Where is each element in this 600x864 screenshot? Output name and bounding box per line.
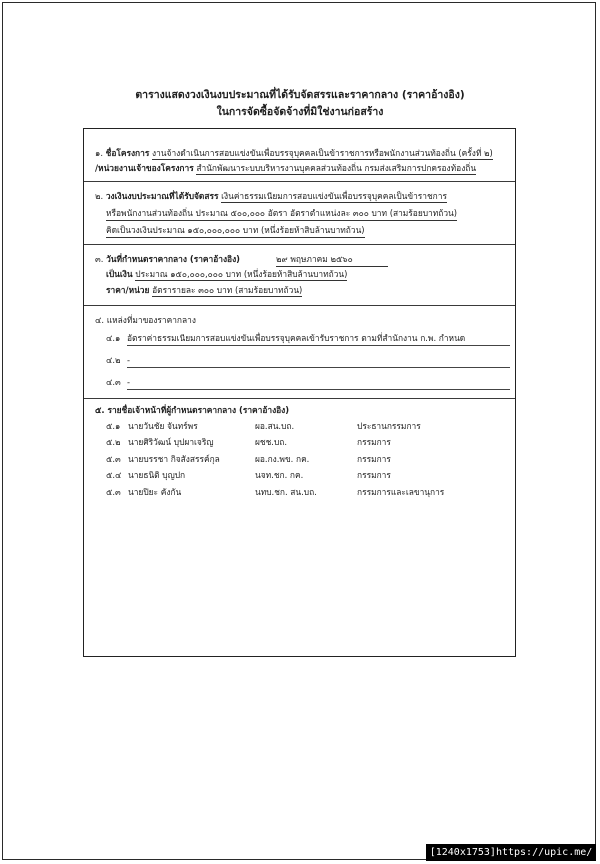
- divider: [84, 305, 515, 306]
- section2-line1: เงินค่าธรรมเนียมการสอบแข่งขันเพื่อบรรจุบุคคลเป็นข้าราชการ: [221, 191, 447, 201]
- member-role: กรรมการและเลขานุการ: [357, 487, 445, 497]
- section5-label: รายชื่อเจ้าหน้าที่ผู้กำหนดราคากลาง (ราคาอ้างอิง): [107, 405, 290, 415]
- member-role: ประธานกรรมการ: [357, 421, 421, 431]
- source-item-text: -: [127, 377, 131, 387]
- section3-date-label-row: [95, 254, 240, 265]
- section3-unit-value: อัตรารายละ ๓๐๐ บาท (สามร้อยบาทถ้วน): [152, 285, 303, 295]
- section2-label: วงเงินงบประมาณที่ได้รับจัดสรร: [105, 191, 219, 201]
- member-number: ๕.๓: [106, 487, 121, 497]
- member-number: ๕.๔: [106, 470, 122, 480]
- section1-project: [95, 148, 493, 159]
- section4-header: [95, 315, 196, 326]
- section2-line2: หรือพนักงานส่วนท้องถิ่น ประมาณ ๕๐๐,๐๐๐ อัตรา อัตราตำแหน่งละ ๓๐๐ บาท (สามร้อยบาทถ้วน): [106, 208, 457, 221]
- member-number: ๕.๒: [106, 437, 121, 447]
- member-name: นายธนิติ บุญปก: [128, 470, 186, 480]
- section1-label: ชื่อโครงการ: [105, 148, 150, 158]
- section3-amount-label: เป็นเงิน: [106, 269, 133, 279]
- source-item-number: ๔.๑: [106, 333, 121, 343]
- member-name: นายบรรชา กิจสังสรรค์กุล: [128, 454, 220, 464]
- section5-number: ๕.: [95, 405, 105, 415]
- member-number: ๕.๑: [106, 421, 121, 431]
- section2-number: ๒.: [95, 191, 104, 201]
- source-item-number: ๔.๓: [106, 377, 121, 387]
- section4-label: แหล่งที่มาของราคากลาง: [106, 315, 196, 325]
- member-position: นทบ.ชก. สน.บถ.: [255, 487, 317, 497]
- section3-date-value: ๒๙ พฤษภาคม ๒๕๖๐: [276, 254, 388, 267]
- source-item-underline: [127, 367, 510, 368]
- section1-value: งานจ้างดำเนินการสอบแข่งขันเพื่อบรรจุบุคคลเป็นข้าราชการหรือพนักงานส่วนท้องถิ่น (ครั้งที่ ๒): [152, 148, 493, 158]
- member-role: กรรมการ: [357, 454, 391, 464]
- divider: [84, 244, 515, 245]
- section1-agency-label: /หน่วยงานเจ้าของโครงการ: [95, 163, 194, 173]
- document-title: ตารางแสดงวงเงินงบประมาณที่ได้รับจัดสรรและราคากลาง (ราคาอ้างอิง): [135, 89, 465, 101]
- section1-number: ๑.: [95, 148, 103, 158]
- section3-number: ๓.: [95, 254, 104, 264]
- divider: [84, 398, 515, 399]
- section5-header: [95, 405, 289, 416]
- section3-amount: [106, 269, 347, 280]
- section2-budget: [95, 191, 447, 202]
- member-name: นายวันชัย จันทร์พร: [128, 421, 198, 431]
- member-position: ผอ.สน.บถ.: [255, 421, 295, 431]
- section1-agency: [95, 163, 476, 174]
- member-name: นายศิริวัฒน์ บุปผาเจริญ: [128, 437, 214, 447]
- source-item-underline: [127, 389, 510, 390]
- section4-number: ๔.: [95, 315, 105, 325]
- section3-unit-label: ราคา/หน่วย: [106, 285, 150, 295]
- member-number: ๕.๓: [106, 454, 121, 464]
- section1-agency-value: สำนักพัฒนาระบบบริหารงานบุคคลส่วนท้องถิ่น กรมส่งเสริมการปกครองท้องถิ่น: [196, 163, 477, 173]
- source-item-text: อัตราค่าธรรมเนียมการสอบแข่งขันเพื่อบรรจุบุคคลเข้ารับราชการ ตามที่สำนักงาน ก.พ. กำหนด: [127, 333, 466, 343]
- section3-date-label: วันที่กำหนดราคากลาง (ราคาอ้างอิง): [106, 254, 240, 264]
- source-item-number: ๔.๒: [106, 355, 121, 365]
- section3-amount-value: ประมาณ ๑๕๐,๐๐๐,๐๐๐ บาท (หนึ่งร้อยห้าสิบล้านบาทถ้วน): [135, 269, 348, 279]
- section3-unit: [106, 285, 302, 296]
- watermark-label: [1240x1753]https://upic.me/: [426, 844, 596, 861]
- member-role: กรรมการ: [357, 437, 391, 447]
- divider: [84, 181, 515, 182]
- member-position: ผอ.กง.พข. กค.: [255, 454, 310, 464]
- section2-line3: คิดเป็นวงเงินประมาณ ๑๕๐,๐๐๐,๐๐๐ บาท (หนึ่งร้อยห้าสิบล้านบาทถ้วน): [106, 225, 365, 238]
- source-item-underline: [127, 345, 510, 346]
- member-position: ผชช.บถ.: [255, 437, 287, 447]
- document-subtitle: ในการจัดซื้อจัดจ้างที่มิใช่งานก่อสร้าง: [216, 106, 384, 118]
- source-item-text: -: [127, 355, 131, 365]
- member-position: นจท.ชก. กค.: [255, 470, 304, 480]
- member-name: นายปิยะ คังกัน: [128, 487, 182, 497]
- member-role: กรรมการ: [357, 470, 391, 480]
